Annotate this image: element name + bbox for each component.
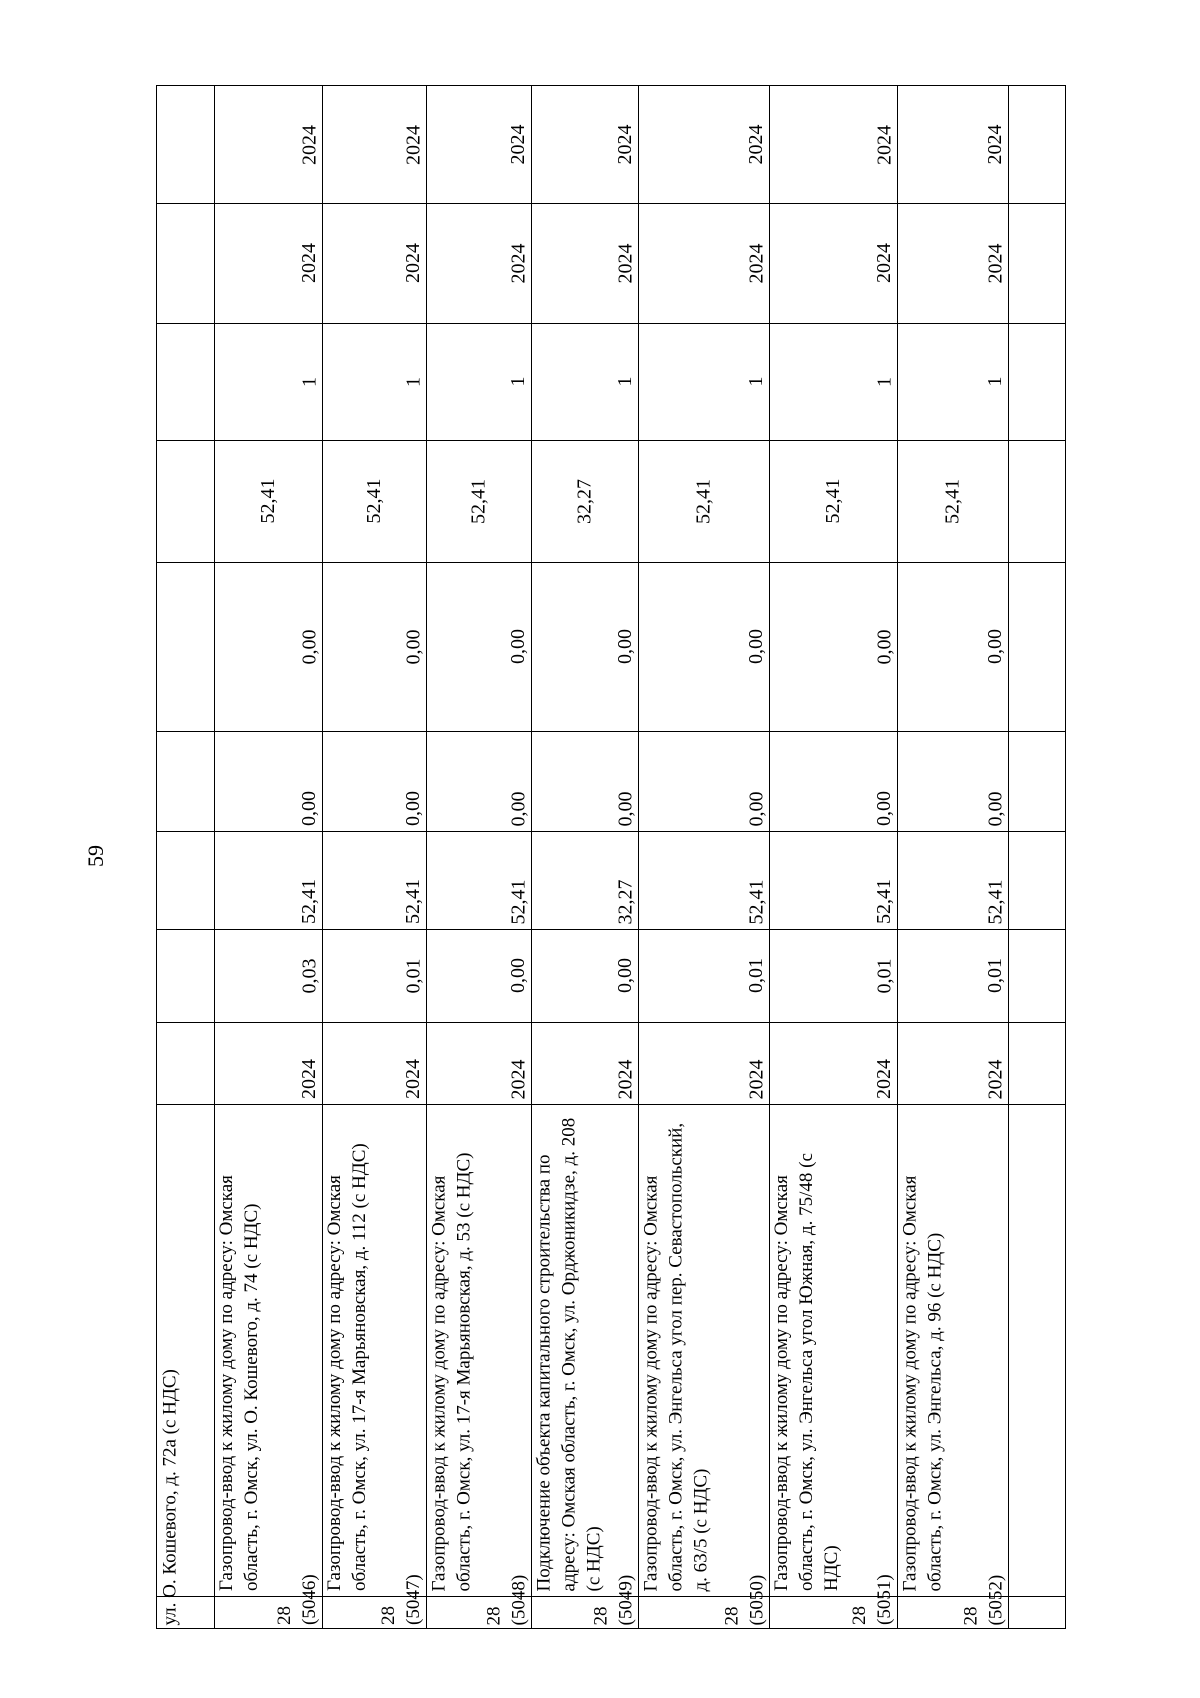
row-year-col3: 2024: [873, 124, 895, 165]
header-row-description: ул. О. Кошевого, д. 72а (с НДС): [159, 1368, 180, 1625]
row-description: Газопровод-ввод к жилому дому по адресу: Омская область, г. Омск, ул. Энгельса, д. 96 (с НДС): [899, 1175, 945, 1591]
row-year-col3: 2024: [507, 124, 529, 165]
row-code: 28 (5047): [378, 1574, 424, 1625]
row-value-5: 52,41: [467, 478, 489, 524]
row-value-4: 0,00: [984, 629, 1006, 664]
row-value-2: 52,41: [873, 879, 895, 924]
row-value-4: 0,00: [745, 629, 767, 664]
row-value-4: 0,00: [614, 629, 636, 664]
column-divider: [157, 1104, 1065, 1105]
row-code: 28 (5052): [960, 1574, 1006, 1625]
row-code: 28 (5049): [590, 1574, 636, 1625]
row-year-col3: 2024: [298, 124, 320, 165]
row-value-3: 0,00: [745, 791, 767, 826]
row-quantity: 1: [614, 376, 636, 387]
row-quantity: 1: [402, 376, 424, 387]
row-value-3: 0,00: [984, 791, 1006, 826]
row-code: 28 (5046): [274, 1574, 320, 1625]
row-year-col2: 2024: [745, 243, 767, 283]
row-value-5: 52,41: [256, 478, 279, 524]
row-description: Газопровод-ввод к жилому дому по адресу: Омская область, г. Омск, ул. 17-я Марьяновская, д. 53 (с НДС): [428, 1152, 474, 1591]
row-value-1: 0,00: [614, 958, 636, 993]
row-value-5: 52,41: [692, 478, 714, 524]
row-quantity: 1: [298, 376, 320, 387]
column-divider: [157, 323, 1065, 324]
row-year-col2: 2024: [614, 243, 636, 283]
row-code: 28 (5048): [483, 1574, 529, 1625]
row-description: Газопровод-ввод к жилому дому по адресу: Омская область, г. Омск, ул. О. Кошевого, д. 74 (с НДС): [216, 1175, 262, 1591]
row-year-col2: 2024: [984, 243, 1006, 283]
row-quantity: 1: [745, 376, 767, 387]
row-year-col1: 2024: [298, 1059, 320, 1099]
row-value-1: 0,01: [402, 958, 424, 993]
row-year-col3: 2024: [984, 124, 1006, 165]
row-value-4: 0,00: [402, 629, 424, 664]
column-divider: [157, 440, 1065, 441]
row-value-5: 32,27: [573, 478, 595, 524]
column-divider: [157, 929, 1065, 930]
column-divider: [157, 831, 1065, 832]
row-year-col2: 2024: [873, 243, 895, 283]
row-year-col2: 2024: [298, 243, 320, 283]
row-value-2: 52,41: [984, 879, 1006, 924]
row-description: Газопровод-ввод к жилому дому по адресу: Омская область, г. Омск, ул. Энгельса угол Южная, д. 75/48 (с НДС): [771, 1153, 842, 1591]
row-value-5: 52,41: [821, 478, 844, 524]
column-divider: [157, 1022, 1065, 1023]
row-value-1: 0,00: [507, 958, 529, 993]
row-year-col3: 2024: [614, 124, 636, 165]
page-number: 59: [83, 845, 108, 867]
row-description: Газопровод-ввод к жилому дому по адресу: Омская область, г. Омск, ул. 17-я Марьяновская, д. 112 (с НДС): [324, 1143, 370, 1591]
row-value-2: 52,41: [402, 879, 424, 924]
row-year-col2: 2024: [507, 243, 529, 283]
row-value-2: 32,27: [614, 879, 636, 924]
row-value-1: 0,01: [873, 958, 895, 993]
column-divider: [157, 562, 1065, 563]
row-quantity: 1: [984, 376, 1006, 387]
row-year-col1: 2024: [984, 1059, 1006, 1099]
row-value-1: 0,01: [984, 958, 1006, 993]
row-year-col1: 2024: [745, 1059, 767, 1099]
row-value-4: 0,00: [507, 629, 529, 664]
row-value-3: 0,00: [507, 791, 529, 826]
row-value-3: 0,00: [873, 791, 895, 826]
row-year-col1: 2024: [614, 1059, 636, 1099]
row-value-3: 0,00: [614, 791, 636, 826]
row-value-3: 0,00: [298, 791, 320, 826]
row-value-5: 52,41: [941, 478, 963, 524]
row-value-4: 0,00: [873, 629, 895, 664]
row-code: 28 (5051): [849, 1574, 895, 1625]
row-description: Газопровод-ввод к жилому дому по адресу: Омская область, г. Омск, ул. Энгельса угол пер. Севастопольский, д. 63/5 (с НДС): [640, 1122, 711, 1591]
row-value-2: 52,41: [745, 879, 767, 924]
row-year-col1: 2024: [873, 1059, 895, 1099]
document-table: [156, 85, 1066, 1629]
row-year-col3: 2024: [402, 124, 424, 165]
row-value-1: 0,03: [298, 958, 320, 993]
row-description: Подключение объекта капитального строительства по адресу: Омская область, г. Омск, ул. Орджоникидзе, д. 208 (с НДС): [533, 1117, 604, 1591]
row-year-col1: 2024: [507, 1059, 529, 1099]
code-column-divider: [157, 1596, 1065, 1597]
row-value-2: 52,41: [507, 879, 529, 924]
row-year-col3: 2024: [745, 124, 767, 165]
row-value-4: 0,00: [298, 629, 320, 664]
row-value-2: 52,41: [298, 879, 320, 924]
row-value-5: 52,41: [362, 478, 385, 524]
row-quantity: 1: [873, 376, 895, 387]
column-divider: [157, 203, 1065, 204]
row-year-col2: 2024: [402, 243, 424, 283]
row-quantity: 1: [507, 376, 529, 387]
column-divider: [157, 731, 1065, 732]
row-value-3: 0,00: [402, 791, 424, 826]
row-code: 28 (5050): [721, 1574, 767, 1625]
row-value-1: 0,01: [745, 958, 767, 993]
row-year-col1: 2024: [402, 1059, 424, 1099]
